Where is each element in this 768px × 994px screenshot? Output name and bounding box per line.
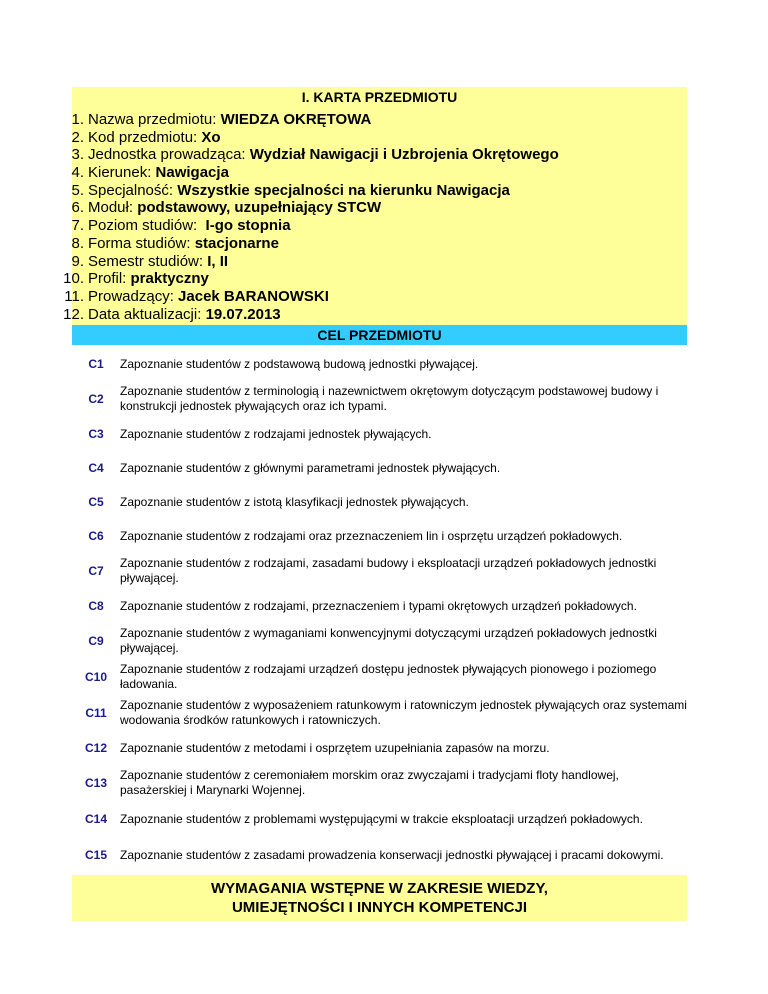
goal-row (72, 381, 687, 417)
card-item-number: 11. (64, 287, 84, 305)
goal-code: C6 (88, 529, 104, 544)
goal-row (72, 589, 687, 623)
card-item-value: stacjonarne (194, 234, 279, 252)
card-item-number: 8. (71, 234, 84, 252)
card-item-number: 12. (63, 305, 84, 323)
card-item (72, 199, 687, 217)
goal-row (72, 553, 687, 589)
card-item-number: 7. (71, 217, 84, 235)
card-item-number: 3. (71, 146, 84, 164)
page-title: I. KARTA PRZEDMIOTU (72, 87, 687, 107)
goal-code: C5 (88, 495, 104, 510)
goal-code: C7 (88, 564, 104, 579)
card-item-label: Kod przedmiotu: (88, 128, 198, 146)
section-heading-wymagania (72, 875, 687, 921)
wymagania-heading-line1: WYMAGANIA WSTĘPNE W ZAKRESIE WIEDZY, (211, 880, 548, 898)
goal-code: C3 (88, 427, 104, 442)
card-item-value: praktyczny (130, 270, 209, 288)
goal-code: C14 (84, 812, 107, 827)
goal-code: C10 (84, 670, 107, 685)
goal-text: Zapoznanie studentów z wyposażeniem ratunkowym i ratowniczym jednostek pływających oraz systemami wodowania środków ratunkowych i ratowniczych. (120, 697, 687, 728)
section-heading-cel: CEL PRZEDMIOTU (72, 325, 687, 345)
card-item (63, 305, 687, 324)
card-item-label: Prowadzący: (88, 287, 174, 305)
goal-row (72, 765, 687, 801)
card-item-label: Jednostka prowadząca: (88, 146, 246, 164)
goal-code: C11 (85, 706, 107, 721)
course-info-section (63, 107, 687, 325)
goal-row (72, 659, 687, 695)
card-item (72, 164, 687, 182)
card-item (72, 235, 687, 253)
card-item-number: 6. (71, 199, 84, 217)
goal-row (72, 347, 687, 381)
goal-text: Zapoznanie studentów z istotą klasyfikacji jednostek pływających. (120, 494, 469, 509)
card-item-label: Kierunek: (88, 164, 152, 182)
card-item (64, 287, 687, 306)
goal-row (72, 417, 687, 451)
goal-row (72, 623, 687, 659)
card-item-label: Profil: (88, 270, 127, 288)
card-item-label: Poziom studiów: (88, 217, 198, 235)
goal-row (72, 731, 687, 765)
card-item (72, 146, 687, 164)
card-item (72, 182, 687, 200)
goal-code: C1 (88, 357, 104, 372)
goal-code: C4 (88, 461, 104, 476)
goal-code: C12 (84, 741, 107, 756)
goal-text: Zapoznanie studentów z rodzajami, zasadami budowy i eksploatacji urządzeń pokładowych jednostki pływającej. (120, 555, 657, 586)
card-item-value: podstawowy, uzupełniający STCW (137, 199, 382, 217)
card-item-label: Data aktualizacji: (88, 305, 202, 323)
card-item (72, 217, 687, 235)
card-item-value: Xo (201, 128, 221, 146)
goal-text: Zapoznanie studentów z rodzajami urządzeń dostępu jednostek pływających pionowego i poziomego ładowania. (120, 661, 657, 692)
goal-text: Zapoznanie studentów z głównymi parametrami jednostek pływających. (120, 460, 501, 475)
goal-text: Zapoznanie studentów z rodzajami, przeznaczeniem i typami okrętowych urządzeń pokładowych. (120, 598, 637, 613)
goal-row (72, 485, 687, 519)
card-item-value: I-go stopnia (201, 217, 291, 235)
goal-text: Zapoznanie studentów z podstawową budową jednostki pływającej. (120, 356, 479, 371)
wymagania-heading-line2: UMIEJĘTNOŚCI I INNYCH KOMPETENCJI (231, 899, 528, 917)
card-item-label: Moduł: (88, 199, 134, 217)
card-item-value: I, II (207, 252, 229, 270)
goal-text: Zapoznanie studentów z terminologią i nazewnictwem okrętowym dotyczącym podstawowej budowy i konstrukcji jednostek pływających oraz ich typami. (120, 383, 659, 414)
goal-row (72, 519, 687, 553)
card-item-number: 2. (71, 128, 84, 146)
card-item-value: Jacek BARANOWSKI (178, 287, 329, 305)
card-item (63, 270, 687, 288)
card-item-value: 19.07.2013 (205, 305, 281, 323)
card-item-label: Nazwa przedmiotu: (88, 111, 217, 128)
goal-row (72, 451, 687, 485)
course-card-page (63, 87, 687, 921)
card-item-number: 4. (71, 164, 84, 182)
goal-text: Zapoznanie studentów z ceremoniałem morskim oraz zwyczajami i tradycjami floty handlowej, pasażerskiej i Marynarki Wojennej. (120, 767, 619, 798)
goal-text: Zapoznanie studentów z rodzajami jednostek pływających. (120, 426, 432, 441)
goal-text: Zapoznanie studentów z metodami i osprzętem uzupełniania zapasów na morzu. (120, 740, 550, 755)
card-item-value: Nawigacja (155, 164, 229, 182)
card-item (72, 111, 687, 129)
goal-code: C2 (88, 392, 104, 407)
card-item (72, 129, 687, 147)
goal-row (72, 801, 687, 837)
card-item-value: Wydział Nawigacji i Uzbrojenia Okrętowego (249, 146, 559, 164)
card-item-value: WIEDZA OKRĘTOWA (220, 111, 372, 128)
card-item-number: 9. (71, 252, 84, 270)
goals-list (72, 347, 687, 873)
card-item-number: 5. (71, 181, 84, 199)
card-item-label: Specjalność: (88, 181, 174, 199)
goal-text: Zapoznanie studentów z rodzajami oraz przeznaczeniem lin i osprzętu urządzeń pokładowych. (120, 528, 623, 543)
card-item-number: 10. (63, 270, 84, 288)
goal-text: Zapoznanie studentów z problemami występującymi w trakcie eksploatacji urządzeń pokładowych. (120, 811, 643, 826)
goal-row (72, 837, 687, 873)
goal-code: C8 (88, 599, 104, 614)
card-item-value: Wszystkie specjalności na kierunku Nawigacja (177, 181, 510, 199)
goal-text: Zapoznanie studentów z zasadami prowadzenia konserwacji jednostki pływającej i pracami dokowymi. (120, 847, 664, 862)
card-item-label: Forma studiów: (88, 234, 191, 252)
goal-text: Zapoznanie studentów z wymaganiami konwencyjnymi dotyczącymi urządzeń pokładowych jednostki pływającej. (120, 625, 657, 656)
card-item-number: 1. (71, 111, 84, 128)
goal-code: C15 (84, 848, 107, 863)
card-item (72, 253, 687, 271)
goal-code: C9 (88, 634, 104, 649)
goal-row (72, 695, 687, 731)
card-item-label: Semestr studiów: (88, 252, 204, 270)
goal-code: C13 (84, 776, 107, 791)
